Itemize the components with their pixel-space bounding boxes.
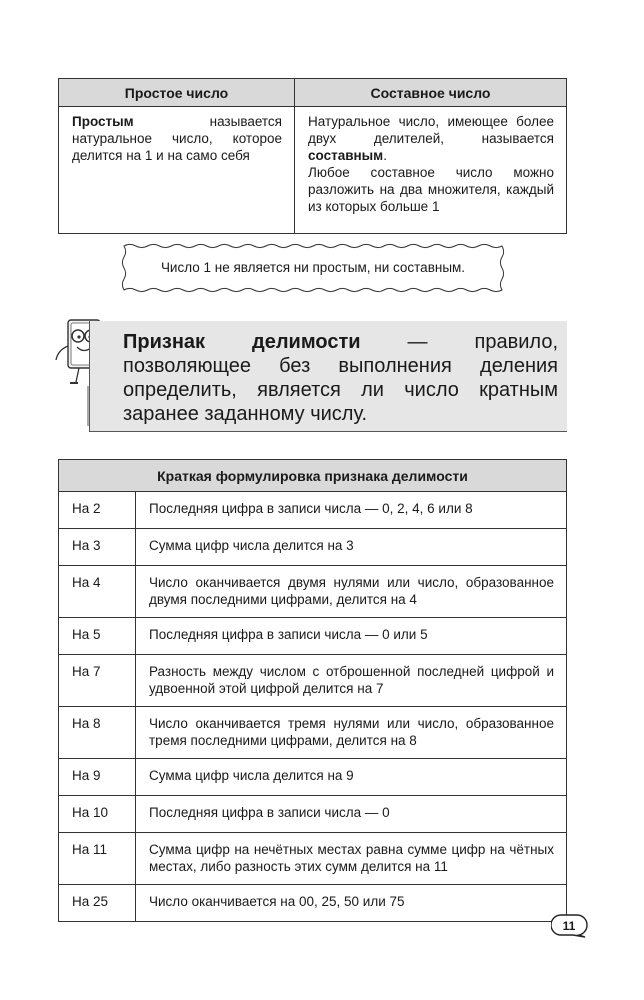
table-row (59, 655, 567, 707)
composite-text: Натуральное число, имеющее более двух делителей, называется (308, 114, 554, 146)
prime-text: называется натуральное число, которое делится на 1 и на само себя (72, 114, 282, 163)
table-row (59, 492, 567, 529)
definition-term: Признак делимости (123, 331, 361, 353)
composite-term: составным (308, 148, 384, 163)
table-row (59, 796, 567, 833)
rule-key: На 9 (59, 759, 136, 796)
divisibility-definition-box (89, 321, 567, 432)
rule-key: На 8 (59, 707, 136, 759)
page-number-text: 11 (562, 919, 576, 933)
rule-key: На 3 (59, 529, 136, 566)
number-one-note (118, 240, 508, 296)
rule-text: Число оканчивается на 00, 25, 50 или 75 (136, 885, 567, 922)
rule-text: Сумма цифр числа делится на 9 (136, 759, 567, 796)
composite-dot: . (383, 148, 387, 163)
definition-text (123, 330, 558, 426)
prime-definition (59, 107, 295, 234)
table-row (59, 566, 567, 618)
prime-term: Простым (72, 114, 134, 129)
rule-key: На 2 (59, 492, 136, 529)
note-text: Число 1 не является ни простым, ни составным. (160, 260, 466, 275)
rule-text: Последняя цифра в записи числа — 0 или 5 (136, 618, 567, 655)
rule-key: На 4 (59, 566, 136, 618)
page-number (551, 914, 591, 938)
rule-key: На 5 (59, 618, 136, 655)
rule-key: На 25 (59, 885, 136, 922)
table-row (59, 529, 567, 566)
composite-definition (295, 107, 567, 234)
table-row (59, 833, 567, 885)
rule-text: Последняя цифра в записи числа — 0 (136, 796, 567, 833)
rule-key: На 10 (59, 796, 136, 833)
composite-header: Составное число (295, 79, 567, 107)
rule-text: Разность между числом с отброшенной последней цифрой и удвоенной этой цифрой делится на 7 (136, 655, 567, 707)
definition-body: — правило, позволяющее без выполнения деления определить, является ли число кратным заранее заданному числу. (123, 331, 558, 425)
table-row (59, 618, 567, 655)
rule-key: На 11 (59, 833, 136, 885)
table-row (59, 885, 567, 922)
rule-text: Число оканчивается тремя нулями или число, образованное тремя последними цифрами, делится на 8 (136, 707, 567, 759)
rule-text: Сумма цифр числа делится на 3 (136, 529, 567, 566)
table-row (59, 707, 567, 759)
rule-text: Число оканчивается двумя нулями или число, образованное двумя последними цифрами, делится на 4 (136, 566, 567, 618)
rule-text: Последняя цифра в записи числа — 0, 2, 4, 6 или 8 (136, 492, 567, 529)
prime-header: Простое число (59, 79, 295, 107)
prime-composite-table (58, 78, 567, 234)
composite-factor-text: Любое составное число можно разложить на два множителя, каждый из которых больше 1 (308, 165, 554, 214)
table-row (59, 759, 567, 796)
rule-key: На 7 (59, 655, 136, 707)
divisibility-rules-table (58, 459, 567, 922)
rule-text: Сумма цифр на нечётных местах равна сумме цифр на чётных местах, либо разность этих сумм делится на 11 (136, 833, 567, 885)
divisibility-table-header: Краткая формулировка признака делимости (59, 460, 567, 492)
